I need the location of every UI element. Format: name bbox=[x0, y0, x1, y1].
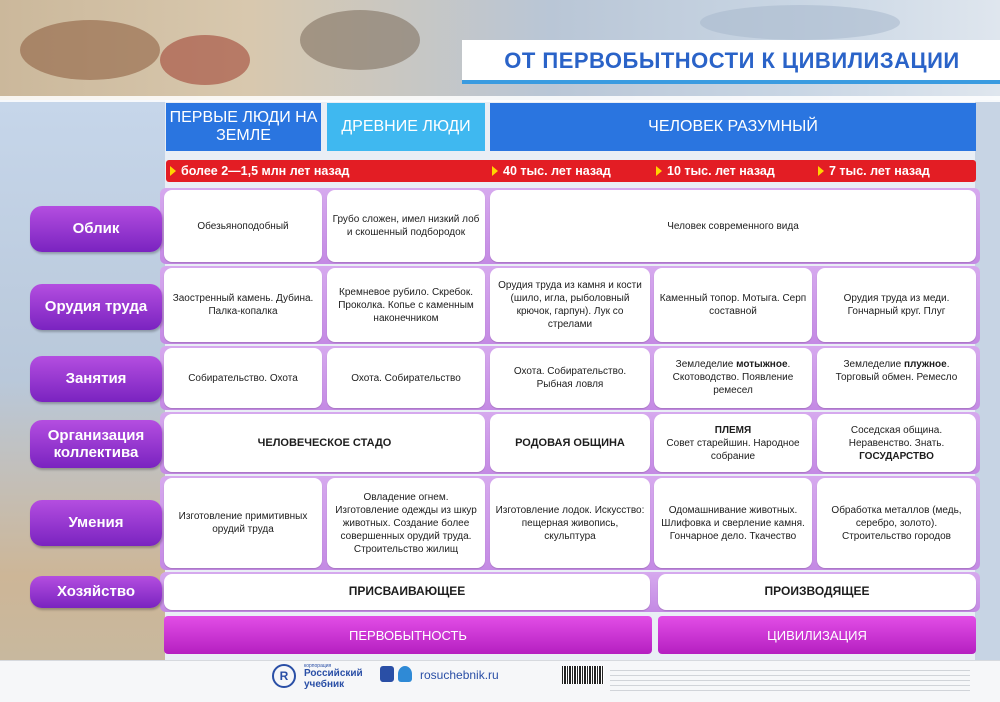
era-primitive: ПЕРВОБЫТНОСТЬ bbox=[164, 616, 652, 654]
cave-painting-deer bbox=[160, 35, 250, 85]
site-link[interactable]: rosuchebnik.ru bbox=[420, 668, 499, 682]
cell-tools-5: Орудия труда из меди. Гончарный круг. Плуг bbox=[817, 268, 976, 342]
cell-skills-5: Обработка металлов (медь, серебро, золото). Строительство городов bbox=[817, 478, 976, 568]
cell-skills-3: Изготовление лодок. Искусство: пещерная живопись, скульптура bbox=[490, 478, 650, 568]
row-label-appearance: Облик bbox=[30, 206, 162, 252]
cell-organization-3: РОДОВАЯ ОБЩИНА bbox=[490, 414, 650, 472]
ancient-relief bbox=[700, 5, 900, 40]
barcode bbox=[562, 666, 604, 684]
cave-painting-bison bbox=[300, 10, 420, 70]
publisher-name: корпорация Российский учебник bbox=[304, 663, 363, 690]
cell-skills-1: Изготовление примитивных орудий труда bbox=[164, 478, 322, 568]
cell-appearance-1: Обезьяноподобный bbox=[164, 190, 322, 262]
cell-tools-4: Каменный топор. Мотыга. Серп составной bbox=[654, 268, 812, 342]
cell-occupations-4: Земледелие мотыжное. Скотоводство. Появление ремесел bbox=[654, 348, 812, 408]
ventana-graf-logo-icon bbox=[398, 666, 412, 682]
cell-occupations-5: Земледелие плужное. Торговый обмен. Ремесло bbox=[817, 348, 976, 408]
cell-organization-5: Соседская община. Неравенство. Знать. ГОСУДАРСТВО bbox=[817, 414, 976, 472]
cell-appearance-3: Человек современного вида bbox=[490, 190, 976, 262]
cell-organization-4: ПЛЕМЯ Совет старейшин. Народное собрание bbox=[654, 414, 812, 472]
publisher-logo-icon: R bbox=[272, 664, 296, 688]
cell-occupations-2: Охота. Собирательство bbox=[327, 348, 485, 408]
row-label-occupations: Занятия bbox=[30, 356, 162, 402]
cell-occupations-3: Охота. Собирательство. Рыбная ловля bbox=[490, 348, 650, 408]
period-ancient-people: ДРЕВНИЕ ЛЮДИ bbox=[327, 103, 485, 151]
period-first-people: ПЕРВЫЕ ЛЮДИ НА ЗЕМЛЕ bbox=[166, 103, 321, 151]
row-label-organization: Организация коллектива bbox=[30, 420, 162, 468]
row-label-skills: Умения bbox=[30, 500, 162, 546]
cell-tools-2: Кремневое рубило. Скребок. Проколка. Копье с каменным наконечником bbox=[327, 268, 485, 342]
cell-economy-producing: ПРОИЗВОДЯЩЕЕ bbox=[658, 574, 976, 610]
timeline-label-2: 40 тыс. лет назад bbox=[492, 162, 611, 180]
cell-skills-2: Овладение огнем. Изготовление одежды из шкур животных. Создание более совершенных орудий труда. Строительство жилищ bbox=[327, 478, 485, 568]
cell-occupations-1: Собирательство. Охота bbox=[164, 348, 322, 408]
era-civilization: ЦИВИЛИЗАЦИЯ bbox=[658, 616, 976, 654]
pointer-icon bbox=[170, 166, 176, 176]
cave-painting-horse bbox=[20, 20, 160, 80]
row-label-tools: Орудия труда bbox=[30, 284, 162, 330]
cell-appearance-2: Грубо сложен, имел низкий лоб и скошенный подбородок bbox=[327, 190, 485, 262]
cell-tools-1: Заостренный камень. Дубина. Палка-копалка bbox=[164, 268, 322, 342]
pointer-icon bbox=[818, 166, 824, 176]
imprint-fine-print bbox=[610, 670, 970, 694]
pointer-icon bbox=[492, 166, 498, 176]
cell-tools-3: Орудия труда из камня и кости (шило, игла, рыболовный крючок, гарпун). Лук со стрелами bbox=[490, 268, 650, 342]
timeline-label-1: более 2—1,5 млн лет назад bbox=[170, 162, 349, 180]
row-label-economy: Хозяйство bbox=[30, 576, 162, 608]
timeline-label-4: 7 тыс. лет назад bbox=[818, 162, 930, 180]
timeline-label-3: 10 тыс. лет назад bbox=[656, 162, 775, 180]
cell-organization-1: ЧЕЛОВЕЧЕСКОЕ СТАДО bbox=[164, 414, 485, 472]
drofa-logo-icon bbox=[380, 666, 394, 682]
pointer-icon bbox=[656, 166, 662, 176]
cell-skills-4: Одомашнивание животных. Шлифовка и сверление камня. Гончарное дело. Ткачество bbox=[654, 478, 812, 568]
cell-economy-appropriating: ПРИСВАИВАЮЩЕЕ bbox=[164, 574, 650, 610]
page-title: ОТ ПЕРВОБЫТНОСТИ К ЦИВИЛИЗАЦИИ bbox=[504, 48, 960, 73]
divider bbox=[0, 96, 1000, 102]
period-homo-sapiens: ЧЕЛОВЕК РАЗУМНЫЙ bbox=[490, 103, 976, 151]
